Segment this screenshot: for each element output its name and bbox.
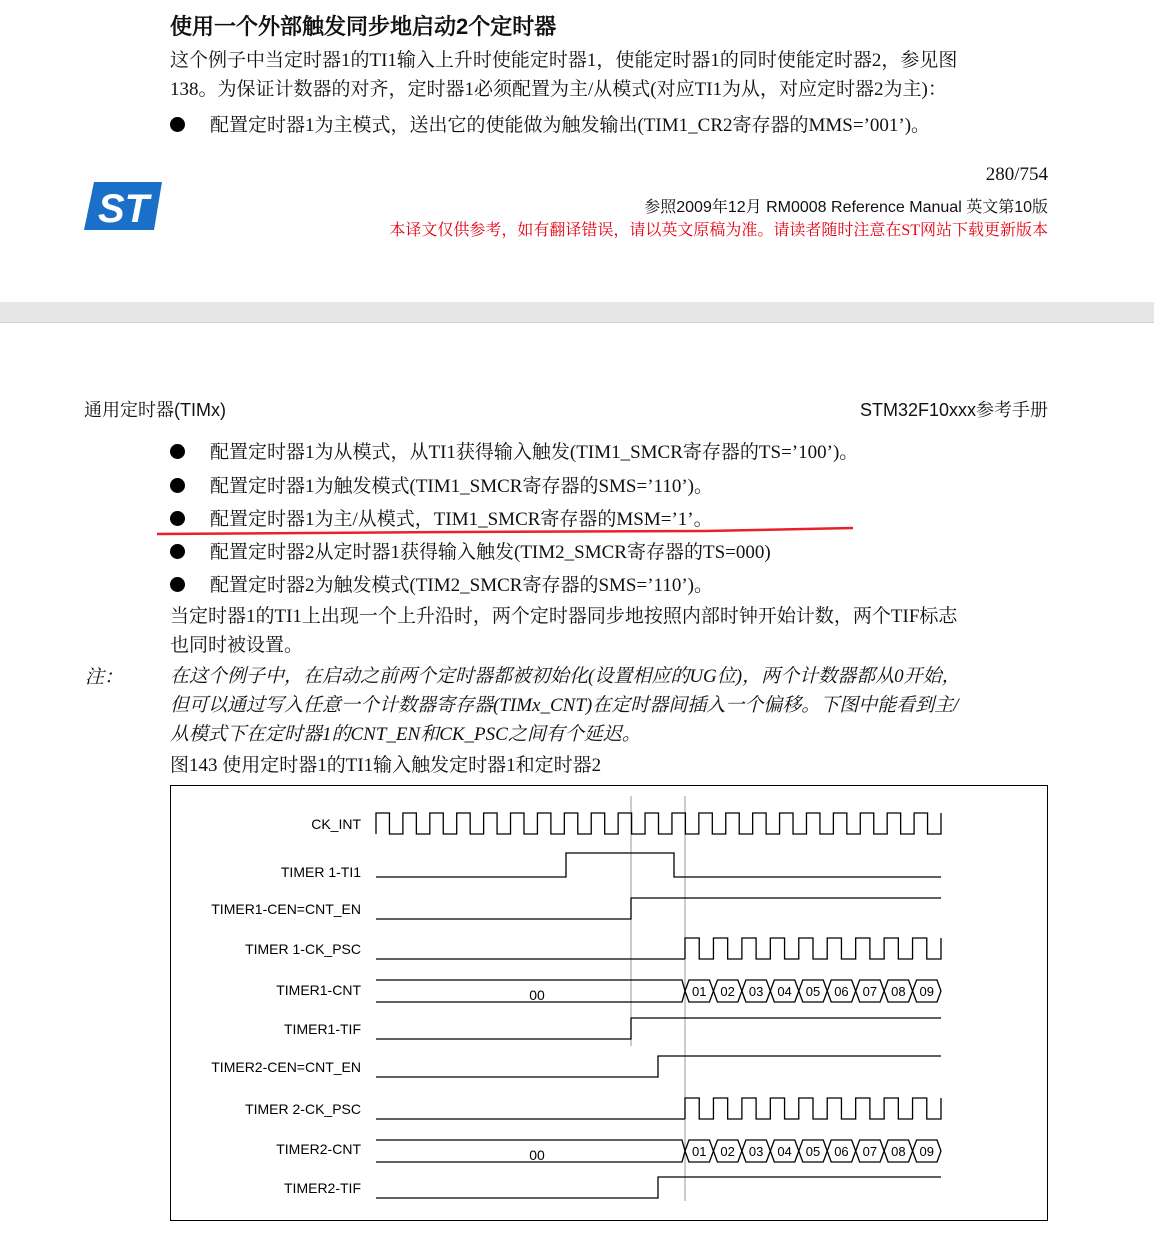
timer1-cen-waveform	[376, 898, 941, 919]
paragraph-line: 也同时被设置。	[170, 635, 304, 656]
timer2-cnt-value: 04	[777, 1144, 792, 1159]
timer1-cnt-value: 09	[919, 984, 935, 999]
note-line: 从模式下在定时器1的CNT_EN和CK_PSC之间有个延迟。	[170, 724, 641, 745]
page-header-left: 通用定时器(TIMx)	[84, 400, 226, 420]
bullet-text: 配置定时器1为主/从模式，TIM1_SMCR寄存器的MSM=’1’。	[210, 509, 713, 530]
timer1-cnt-value: 02	[720, 984, 735, 999]
note-text	[170, 662, 1050, 749]
bullet-icon	[170, 478, 185, 493]
svg-text:ST: ST	[98, 187, 150, 231]
timer1-cnt-value: 03	[748, 984, 764, 999]
page-separator-line	[0, 322, 1154, 323]
page-header-right: STM32F10xxx参考手册	[859, 400, 1048, 420]
timer2-tif-waveform	[376, 1177, 941, 1198]
bullet-text: 配置定时器1为从模式，从TI1获得输入触发(TIM1_SMCR寄存器的TS=’100’)。	[210, 442, 859, 463]
timer2-cnt-value: 06	[834, 1144, 849, 1159]
timing-diagram	[170, 785, 1048, 1221]
page-separator	[0, 302, 1154, 322]
timer1-cnt-value: 04	[777, 984, 792, 999]
timer2-cnt-value: 01	[691, 1144, 707, 1159]
timer1-cnt-value: 00	[529, 987, 545, 1003]
timer1-ckpsc-waveform	[685, 938, 941, 959]
timer2-cnt-value: 05	[805, 1144, 821, 1159]
page-number: 280/754	[985, 164, 1048, 185]
timer1-cnt-value: 06	[834, 984, 849, 999]
timer2-cen-waveform	[376, 1056, 941, 1077]
section-heading: 使用一个外部触发同步地启动2个定时器	[170, 14, 557, 39]
signal-label: TIMER1-CNT	[276, 982, 361, 998]
intro-paragraph	[170, 46, 957, 104]
bullet-text: 配置定时器1为触发模式(TIM1_SMCR寄存器的SMS=’110’)。	[210, 476, 713, 497]
bullet-icon	[170, 444, 185, 459]
note-line: 但可以通过写入任意一个计数器寄存器(TIMx_CNT)在定时器间插入一个偏移。下图中能看到主/	[170, 695, 959, 716]
note-line: 在这个例子中，在启动之前两个定时器都被初始化(设置相应的UG位)，两个计数器都从0开始，	[170, 666, 961, 687]
timer1-cnt-value: 01	[691, 984, 707, 999]
ck-int-waveform	[376, 813, 941, 834]
bullet-icon	[170, 511, 185, 526]
signal-label: TIMER1-TIF	[284, 1021, 361, 1037]
note-label: 注：	[85, 667, 124, 688]
timer1-cnt-value: 05	[805, 984, 821, 999]
timer2-cnt-value: 00	[529, 1147, 545, 1163]
timing-diagram-svg	[171, 786, 1047, 1220]
paragraph-line: 这个例子中当定时器1的TI1输入上升时使能定时器1，使能定时器1的同时使能定时器2，参见图	[170, 50, 958, 71]
bullet-text: 配置定时器1为主模式，送出它的使能做为触发输出(TIM1_CR2寄存器的MMS=’001’)。	[210, 115, 931, 136]
st-logo-icon	[84, 182, 164, 232]
signal-label: CK_INT	[311, 816, 361, 832]
bullet-icon	[170, 117, 185, 132]
timer2-ckpsc-waveform	[685, 1098, 941, 1119]
signal-label: TIMER 2-CK_PSC	[245, 1101, 361, 1117]
signal-label: TIMER 1-TI1	[280, 864, 361, 880]
reference-line: 参照2009年12月 RM0008 Reference Manual 英文第10版	[644, 199, 1048, 216]
timer2-cnt-value: 07	[862, 1144, 878, 1159]
timer2-cnt-value: 03	[748, 1144, 764, 1159]
translation-disclaimer: 本译文仅供参考，如有翻译错误，请以英文原稿为准。请读者随时注意在ST网站下载更新版本	[389, 222, 1048, 239]
timer2-cnt-value: 02	[720, 1144, 735, 1159]
timer1-cnt-value: 08	[891, 984, 906, 999]
ti1-waveform	[376, 853, 941, 877]
signal-label: TIMER 1-CK_PSC	[245, 941, 361, 957]
paragraph-line: 138。为保证计数器的对齐，定时器1必须配置为主/从模式(对应TI1为从，对应定时器2为主)：	[170, 79, 947, 100]
bullet-icon	[170, 544, 185, 559]
timer2-cnt-value: 09	[919, 1144, 935, 1159]
bullet-icon	[170, 577, 185, 592]
timer1-cnt-value: 07	[862, 984, 878, 999]
signal-label: TIMER2-CEN=CNT_EN	[211, 1059, 361, 1075]
figure-caption: 图143 使用定时器1的TI1输入触发定时器1和定时器2	[170, 755, 602, 776]
bullet-text: 配置定时器2从定时器1获得输入触发(TIM2_SMCR寄存器的TS=000)	[210, 542, 771, 563]
bullet-text: 配置定时器2为触发模式(TIM2_SMCR寄存器的SMS=’110’)。	[210, 575, 713, 596]
signal-label: TIMER1-CEN=CNT_EN	[211, 901, 361, 917]
result-paragraph	[170, 602, 957, 660]
paragraph-line: 当定时器1的TI1上出现一个上升沿时，两个定时器同步地按照内部时钟开始计数，两个TIF标志	[170, 606, 958, 627]
timer2-cnt-value: 08	[891, 1144, 906, 1159]
timer1-tif-waveform	[376, 1018, 941, 1039]
signal-label: TIMER2-TIF	[284, 1180, 361, 1196]
signal-label: TIMER2-CNT	[276, 1141, 361, 1157]
